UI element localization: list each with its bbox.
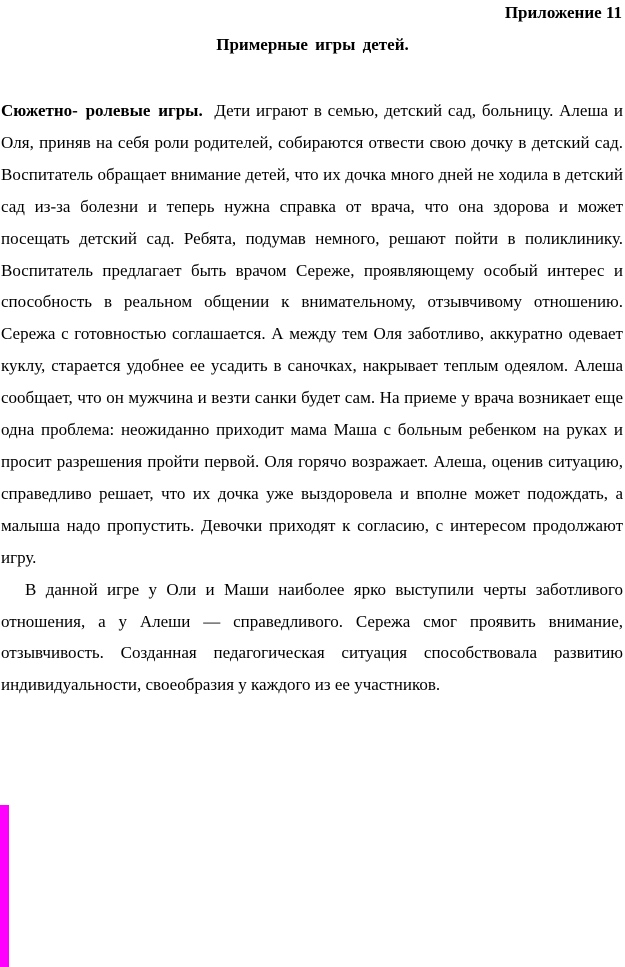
page-title: Примерные игры детей. <box>216 35 409 54</box>
margin-highlight-bar <box>0 805 9 967</box>
paragraph-conclusion: В данной игре у Оли и Маши наиболее ярко выступили черты заботливого отношения, а у Алеши — справедливого. Сережа смог проявить внимание, отзывчивость. Созданная педагогическая ситуация способствовала развитию индивидуальности, своеобразия у каждого из ее участников. <box>1 579 623 695</box>
paragraph-role-games-text: Дети играют в семью, детский сад, больницу. Алеша и Оля, приняв на себя роли родителей, собираются отвести свою дочку в детский сад. Воспитатель обращает внимание детей, что их дочка много дней не ходила в детский сад из-за болезни и теперь нужна справка от врача, что она здорова и может посещать детский сад. Ребята, подумав немного, решают пойти в поликлинику. Воспитатель предлагает быть врачом Сереже, проявляющему особый интерес и способность в реальном общении к внимательному, отзывчивому отношению. Сережа с готовностью соглашается. А между тем Оля заботливо, аккуратно одевает куклу, старается удобнее ее усадить в саночках, накрывает теплым одеялом. Алеша сообщает, что он мужчина и везти санки будет сам. На приеме у врача возникает еще одна проблема: неожиданно приходит мама Маша с больным ребенком на руках и просит разрешения пройти первой. Оля горячо возражает. Алеша, оценив ситуацию, справедливо решает, что их дочка уже выздоровела и вполне может подождать, а малыша надо пропустить. Девочки приходят к согласию, с интересом продолжают игру. <box>1 101 623 567</box>
appendix-label: Приложение 11 <box>504 3 622 22</box>
paragraph-lead-heading: Сюжетно- ролевые игры. <box>1 101 203 120</box>
document-body <box>1 95 623 701</box>
paragraph-role-games <box>1 95 623 574</box>
